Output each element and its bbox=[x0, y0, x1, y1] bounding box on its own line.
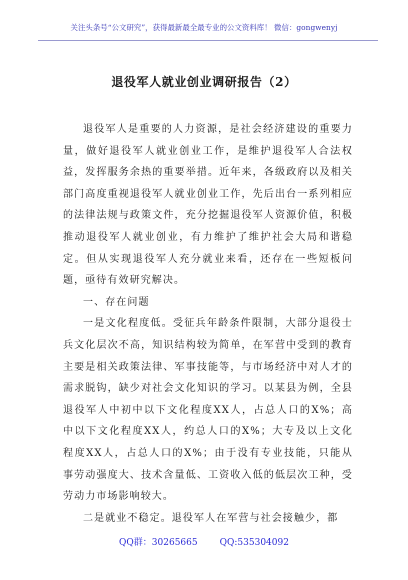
footer-qq-group: QQ群：30265665 bbox=[119, 538, 198, 548]
paragraph-problem-employment: 二是就业不稳定。退役军人在军营与社会接触少，都 bbox=[83, 512, 339, 524]
document-body bbox=[63, 119, 353, 529]
footer-contacts bbox=[0, 535, 408, 548]
section-heading-problems: 一、存在问题 bbox=[83, 296, 150, 308]
header-banner: 关注头条号“公文研究”，获得最新最全最专业的公文资料库！ 微信：gongwenyj bbox=[70, 23, 338, 32]
header-divider bbox=[38, 40, 378, 41]
document-title: 退役军人就业创业调研报告（2） bbox=[111, 75, 297, 89]
paragraph-intro: 退役军人是重要的人力资源，是社会经济建设的重要力量，做好退役军人就业创业工作，是维护退役军人合法权益，发挥服务余热的重要举措。近年来，各级政府以及相关部门高度重视退役军人就业创业工作，先后出台一系列相应的法律法规与政策文件，充分挖掘退役军人资源价值，积极推动退役军人就业创业，有力维护了维护社会大局和谐稳定。但从实现退役军人充分就业来看，还存在一些短板问题，亟待有效研究解决。 bbox=[63, 124, 353, 287]
footer-qq: QQ:535304092 bbox=[219, 538, 289, 548]
paragraph-problem-education: 一是文化程度低。受征兵年龄条件限制，大部分退役士兵文化层次不高，知识结构较为简单，在军营中受到的教育主要是相关政策法律、军事技能等，与市场经济中对人才的需求脱钩，缺少对社会文化知识的学习。以某县为例，全县退役军人中初中以下文化程度XX人，占总人口的X%；高中以下文化程度XX人，约总人口的X%；大专及以上文化程度XX人，占总人口的X%；由于没有专业技能，只能从事劳动强度大、技术含量低、工资收入低的低层次工种，受劳动力市场影响较大。 bbox=[63, 318, 353, 503]
